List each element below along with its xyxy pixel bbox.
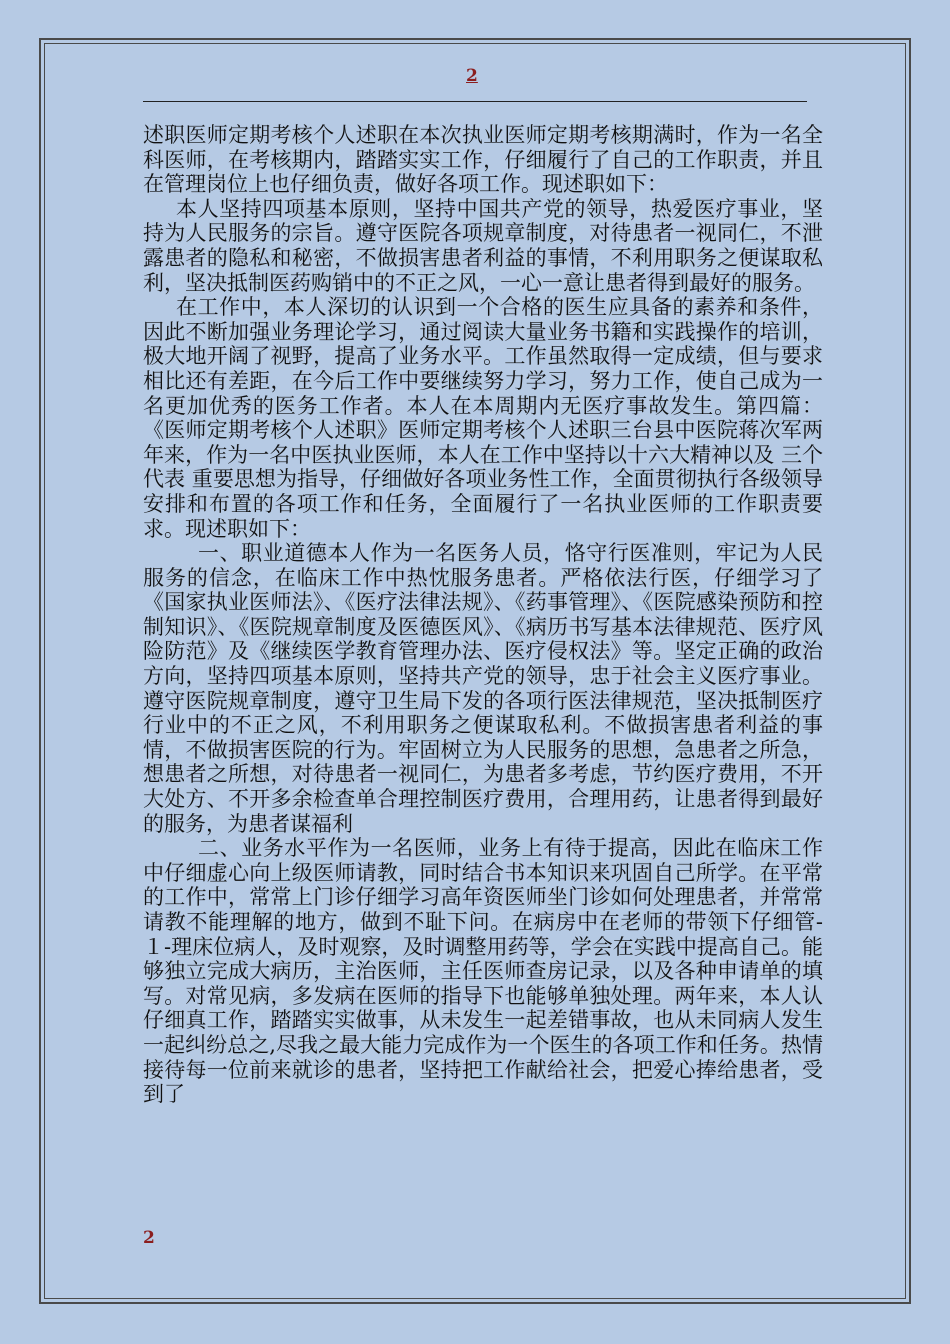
header-page-number: 2 bbox=[466, 66, 478, 86]
paragraph-intro: 述职医师定期考核个人述职在本次执业医师定期考核期满时，作为一名全科医师，在考核期内，踏踏实实工作，仔细履行了自己的工作职责，并且在管理岗位上也仔细负责，做好各项工作。现述职如下： bbox=[143, 123, 823, 197]
paragraph-ethics: 一、职业道德本人作为一名医务人员，恪守行医准则，牢记为人民服务的信念，在临床工作中热忱服务患者。严格依法行医，仔细学习了《国家执业医师法》、《医疗法律法规》、《药事管理》、《医院感染预防和控制知识》、《医院规章制度及医德医风》、《病历书写基本法律规范、医疗风险防范》及《继续医学教育管理办法、医疗侵权法》等。坚定正确的政治方向，坚持四项基本原则，坚持共产党的领导，忠于社会主义医疗事业。遵守医院规章制度，遵守卫生局下发的各项行医法律规范，坚决抵制医疗行业中的不正之风，不利用职务之便谋取私利。不做损害患者利益的事情，不做损害医院的行为。牢固树立为人民服务的思想，急患者之所急，想患者之所想，对待患者一视同仁，为患者多考虑，节约医疗费用，不开大处方、不开多余检查单合理控制医疗费用，合理用药，让患者得到最好的服务，为患者谋福利 bbox=[143, 541, 823, 836]
header-divider bbox=[143, 101, 807, 102]
document-body bbox=[143, 123, 823, 1107]
footer-page-number: 2 bbox=[143, 1228, 155, 1248]
paragraph-skills: 二、业务水平作为一名医师，业务上有待于提高，因此在临床工作中仔细虚心向上级医师请教，同时结合书本知识来巩固自己所学。在平常的工作中，常常上门诊仔细学习高年资医师坐门诊如何处理患者，并常常请教不能理解的地方，做到不耻下问。在病房中在老师的带领下仔细管-１-理床位病人，及时观察，及时调整用药等，学会在实践中提高自己。能够独立完成大病历，主治医师，主任医师查房记录，以及各种申请单的填写。对常见病，多发病在医师的指导下也能够单独处理。两年来，本人认仔细真工作，踏踏实实做事，从未发生一起差错事故，也从未同病人发生一起纠纷总之,尽我之最大能力完成作为一个医生的各项工作和任务。热情接待每一位前来就诊的患者，坚持把工作献给社会，把爱心捧给患者，受到了 bbox=[143, 836, 823, 1107]
paragraph-principles: 本人坚持四项基本原则，坚持中国共产党的领导，热爱医疗事业，坚持为人民服务的宗旨。遵守医院各项规章制度，对待患者一视同仁，不泄露患者的隐私和秘密，不做损害患者利益的事情，不利用职务之便谋取私利，坚决抵制医药购销中的不正之风，一心一意让患者得到最好的服务。 bbox=[143, 196, 823, 295]
paragraph-work: 在工作中，本人深切的认识到一个合格的医生应具备的素养和条件，因此不断加强业务理论学习，通过阅读大量业务书籍和实践操作的培训，极大地开阔了视野，提高了业务水平。工作虽然取得一定成绩，但与要求相比还有差距，在今后工作中要继续努力学习，努力工作，使自己成为一名更加优秀的医务工作者。本人在本周期内无医疗事故发生。第四篇：《医师定期考核个人述职》医师定期考核个人述职三台县中医院蒋次军两年来，作为一名中医执业医师，本人在工作中坚持以十六大精神以及 三个代表 重要思想为指导，仔细做好各项业务性工作，全面贯彻执行各级领导安排和布置的各项工作和任务，全面履行了一名执业医师的工作职责要求。现述职如下： bbox=[143, 295, 823, 541]
